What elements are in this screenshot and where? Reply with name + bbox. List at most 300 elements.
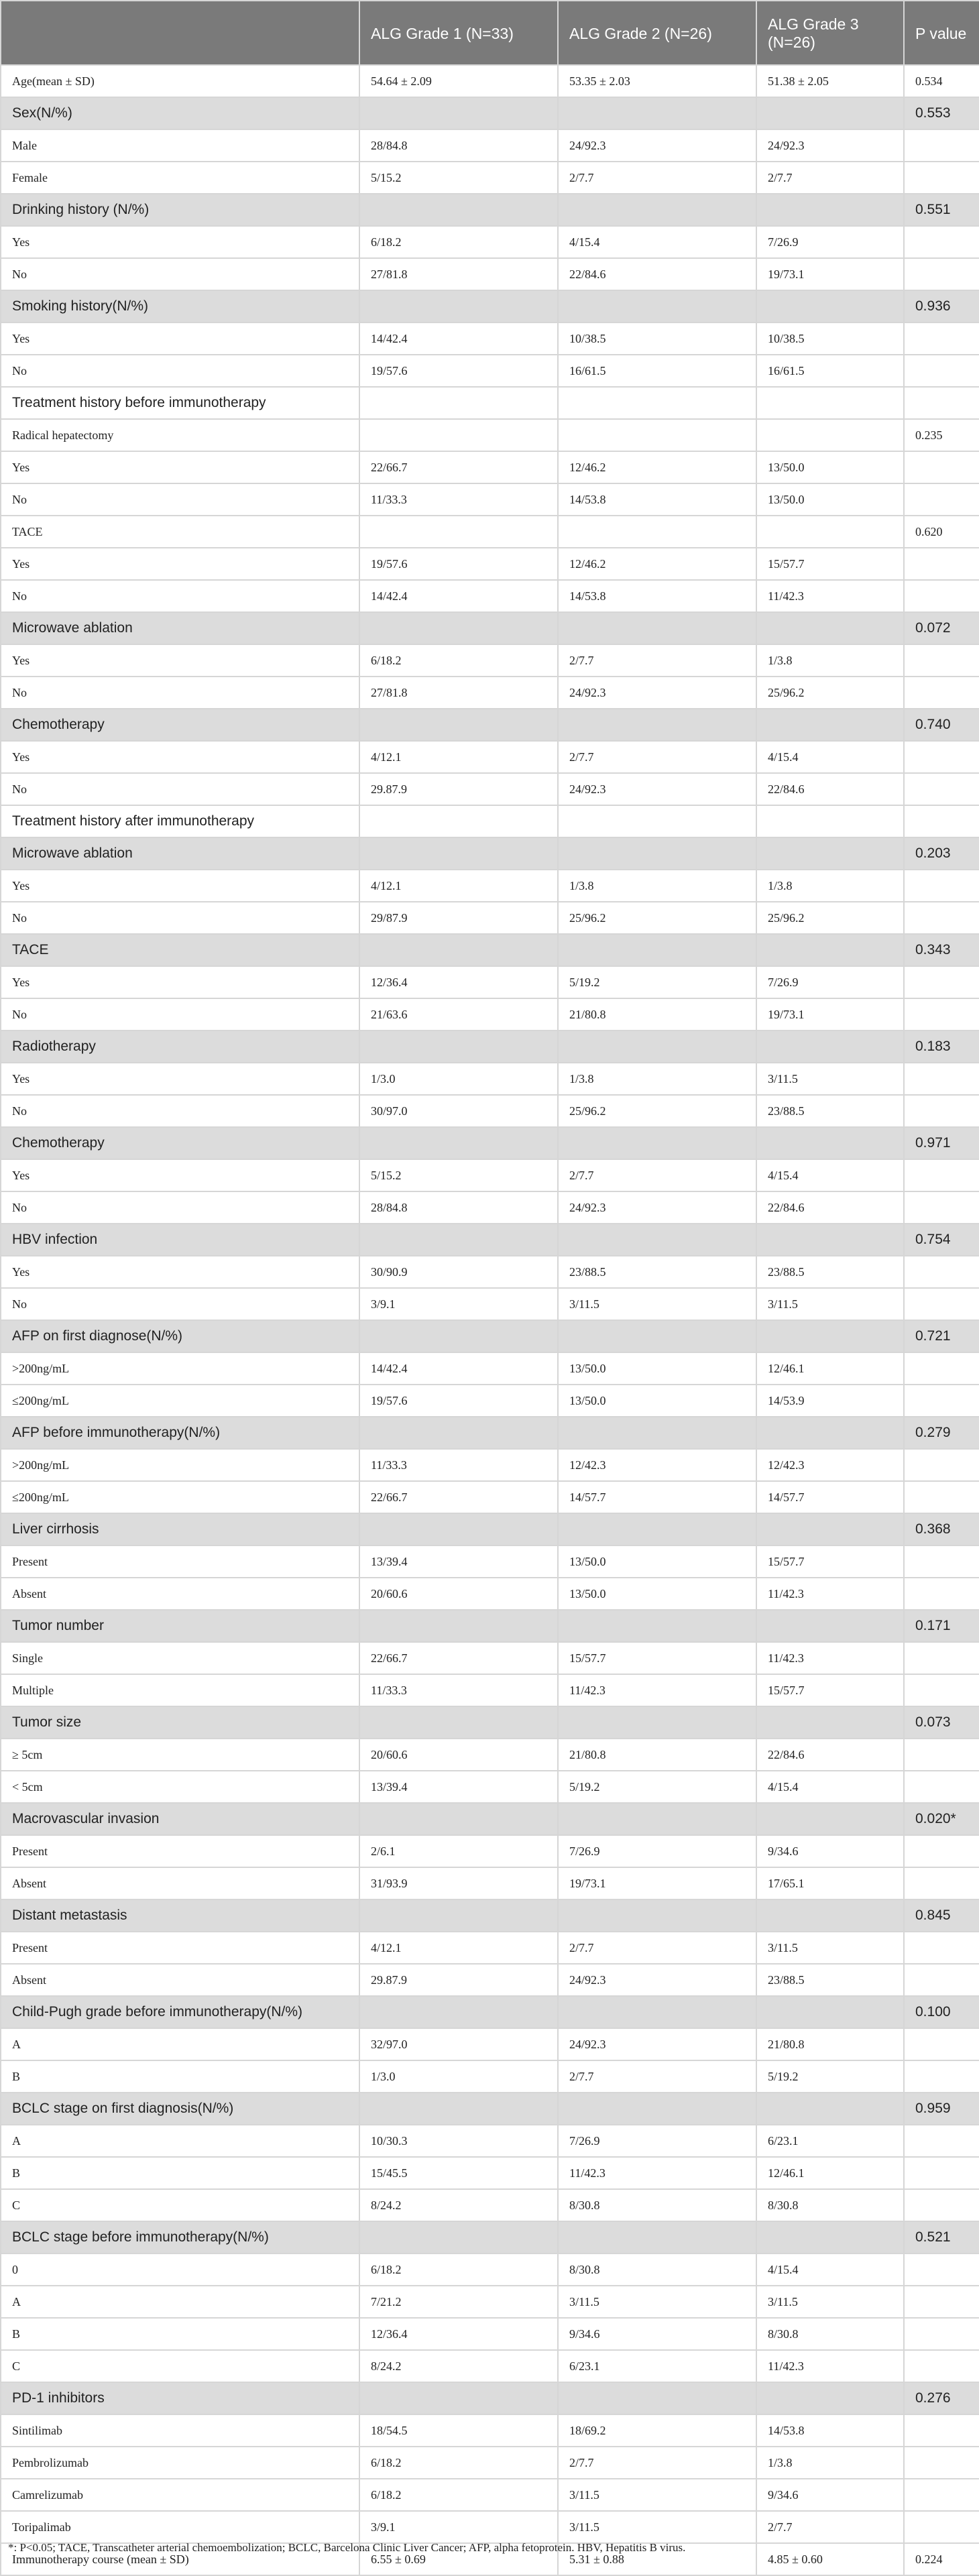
row-label-cell: Yes [1, 741, 359, 773]
table-section-row [1, 1031, 979, 1063]
grade1-cell: 11/33.3 [359, 1674, 558, 1706]
grade1-cell [359, 805, 558, 837]
pvalue-cell [904, 483, 979, 516]
table-row [1, 355, 979, 387]
grade3-cell: 4.85 ± 0.60 [756, 2543, 904, 2575]
row-label-cell: Distant metastasis [1, 1899, 359, 1932]
grade2-cell: 14/53.8 [558, 483, 756, 516]
pvalue-cell [904, 1835, 979, 1867]
grade3-cell: 4/15.4 [756, 741, 904, 773]
grade3-cell [756, 1513, 904, 1545]
header-cell-grade1: ALG Grade 1 (N=33) [359, 1, 558, 65]
pvalue-cell [904, 162, 979, 194]
pvalue-cell [904, 2189, 979, 2221]
row-label-cell: No [1, 483, 359, 516]
grade1-cell: 1/3.0 [359, 1063, 558, 1095]
table-section-row [1, 2221, 979, 2253]
row-label-cell: Chemotherapy [1, 1127, 359, 1159]
row-label-cell: Radiotherapy [1, 1031, 359, 1063]
row-label-cell: A [1, 2028, 359, 2060]
table-row [1, 2125, 979, 2157]
row-label-cell: Microwave ablation [1, 837, 359, 870]
grade2-cell [558, 419, 756, 451]
grade1-cell: 6.55 ± 0.69 [359, 2543, 558, 2575]
row-label-cell: Immunotherapy course (mean ± SD) [1, 2543, 359, 2575]
grade2-cell: 1/3.8 [558, 1063, 756, 1095]
grade2-cell: 9/34.6 [558, 2318, 756, 2350]
table-row [1, 2157, 979, 2189]
grade2-cell [558, 387, 756, 419]
pvalue-cell [904, 1481, 979, 1513]
grade2-cell [558, 2093, 756, 2125]
grade2-cell: 24/92.3 [558, 2028, 756, 2060]
row-label-cell: Macrovascular invasion [1, 1803, 359, 1835]
grade3-cell: 1/3.8 [756, 870, 904, 902]
grade2-cell: 14/53.8 [558, 580, 756, 612]
pvalue-cell [904, 1545, 979, 1578]
table-section-row [1, 1417, 979, 1449]
pvalue-cell: 0.072 [904, 612, 979, 644]
pvalue-cell [904, 2414, 979, 2447]
grade3-cell: 3/11.5 [756, 1932, 904, 1964]
grade1-cell [359, 1610, 558, 1642]
row-label-cell: No [1, 355, 359, 387]
table-row [1, 998, 979, 1031]
row-label-cell: AFP on first diagnose(N/%) [1, 1320, 359, 1352]
grade2-cell: 21/80.8 [558, 998, 756, 1031]
row-label-cell: TACE [1, 934, 359, 966]
pvalue-cell [904, 2318, 979, 2350]
grade1-cell: 19/57.6 [359, 548, 558, 580]
pvalue-cell [904, 677, 979, 709]
table-row [1, 1932, 979, 1964]
grade2-cell: 24/92.3 [558, 1191, 756, 1224]
pvalue-cell: 0.343 [904, 934, 979, 966]
table-group-header-row [1, 805, 979, 837]
grade3-cell: 2/7.7 [756, 2511, 904, 2543]
table-row [1, 870, 979, 902]
table-section-row [1, 1224, 979, 1256]
grade2-cell: 24/92.3 [558, 773, 756, 805]
grade2-cell: 7/26.9 [558, 2125, 756, 2157]
grade2-cell [558, 934, 756, 966]
table-row [1, 162, 979, 194]
pvalue-cell [904, 451, 979, 483]
grade3-cell: 19/73.1 [756, 258, 904, 290]
pvalue-cell: 0.276 [904, 2382, 979, 2414]
pvalue-cell [904, 966, 979, 998]
table-row [1, 2350, 979, 2382]
table-row [1, 1964, 979, 1996]
grade3-cell [756, 1610, 904, 1642]
grade1-cell [359, 1320, 558, 1352]
table-row [1, 773, 979, 805]
table-row [1, 1256, 979, 1288]
grade1-cell: 30/90.9 [359, 1256, 558, 1288]
grade2-cell: 22/84.6 [558, 258, 756, 290]
pvalue-cell: 0.620 [904, 516, 979, 548]
row-label-cell: Single [1, 1642, 359, 1674]
grade3-cell: 11/42.3 [756, 1578, 904, 1610]
table-section-row [1, 2382, 979, 2414]
grade3-cell [756, 194, 904, 226]
table-row [1, 1063, 979, 1095]
table-section-row [1, 1803, 979, 1835]
pvalue-cell: 0.553 [904, 97, 979, 129]
row-label-cell: Chemotherapy [1, 709, 359, 741]
grade3-cell: 15/57.7 [756, 1545, 904, 1578]
grade1-cell: 19/57.6 [359, 1385, 558, 1417]
grade2-cell: 24/92.3 [558, 1964, 756, 1996]
grade2-cell: 3/11.5 [558, 1288, 756, 1320]
grade1-cell: 12/36.4 [359, 966, 558, 998]
table-row [1, 2253, 979, 2286]
grade2-cell: 2/7.7 [558, 644, 756, 677]
grade3-cell: 3/11.5 [756, 1063, 904, 1095]
grade1-cell: 19/57.6 [359, 355, 558, 387]
grade3-cell [756, 97, 904, 129]
grade2-cell: 24/92.3 [558, 129, 756, 162]
grade1-cell: 7/21.2 [359, 2286, 558, 2318]
grade2-cell: 2/7.7 [558, 1159, 756, 1191]
row-label-cell: HBV infection [1, 1224, 359, 1256]
grade1-cell: 20/60.6 [359, 1739, 558, 1771]
table-header [1, 1, 979, 65]
table-row [1, 1771, 979, 1803]
grade1-cell: 14/42.4 [359, 1352, 558, 1385]
grade2-cell [558, 612, 756, 644]
row-label-cell: B [1, 2157, 359, 2189]
grade1-cell: 3/9.1 [359, 1288, 558, 1320]
grade3-cell: 15/57.7 [756, 1674, 904, 1706]
pvalue-cell [904, 2060, 979, 2093]
table-section-row [1, 1610, 979, 1642]
grade3-cell [756, 805, 904, 837]
pvalue-cell: 0.845 [904, 1899, 979, 1932]
table-section-row [1, 1513, 979, 1545]
row-label-cell: Pembrolizumab [1, 2447, 359, 2479]
grade1-cell [359, 1031, 558, 1063]
header-cell-grade2: ALG Grade 2 (N=26) [558, 1, 756, 65]
grade2-cell: 13/50.0 [558, 1545, 756, 1578]
grade3-cell: 11/42.3 [756, 2350, 904, 2382]
grade1-cell [359, 1996, 558, 2028]
grade1-cell: 6/18.2 [359, 2447, 558, 2479]
pvalue-cell [904, 258, 979, 290]
grade1-cell [359, 2093, 558, 2125]
grade3-cell [756, 934, 904, 966]
grade1-cell: 29/87.9 [359, 902, 558, 934]
table-row [1, 1159, 979, 1191]
table-row [1, 1385, 979, 1417]
table-row [1, 1578, 979, 1610]
grade2-cell: 11/42.3 [558, 2157, 756, 2189]
row-label-cell: No [1, 580, 359, 612]
table-row [1, 1191, 979, 1224]
grade2-cell [558, 2221, 756, 2253]
grade2-cell [558, 516, 756, 548]
grade1-cell: 27/81.8 [359, 258, 558, 290]
table-row [1, 323, 979, 355]
row-label-cell: PD-1 inhibitors [1, 2382, 359, 2414]
grade3-cell: 17/65.1 [756, 1867, 904, 1899]
grade3-cell: 24/92.3 [756, 129, 904, 162]
pvalue-cell [904, 548, 979, 580]
table-row [1, 451, 979, 483]
row-label-cell: Sintilimab [1, 2414, 359, 2447]
row-label-cell: Microwave ablation [1, 612, 359, 644]
table-section-row [1, 97, 979, 129]
pvalue-cell: 0.534 [904, 65, 979, 97]
grade3-cell: 21/80.8 [756, 2028, 904, 2060]
pvalue-cell: 0.936 [904, 290, 979, 323]
grade1-cell: 28/84.8 [359, 129, 558, 162]
grade1-cell: 4/12.1 [359, 870, 558, 902]
grade3-cell: 14/53.9 [756, 1385, 904, 1417]
pvalue-cell [904, 2479, 979, 2511]
grade2-cell [558, 1031, 756, 1063]
table-section-row [1, 1706, 979, 1739]
pvalue-cell [904, 323, 979, 355]
row-label-cell: < 5cm [1, 1771, 359, 1803]
row-label-cell: Toripalimab [1, 2511, 359, 2543]
grade2-cell: 3/11.5 [558, 2511, 756, 2543]
grade3-cell: 9/34.6 [756, 1835, 904, 1867]
grade3-cell: 51.38 ± 2.05 [756, 65, 904, 97]
table-row [1, 1449, 979, 1481]
grade2-cell [558, 1996, 756, 2028]
grade2-cell: 2/7.7 [558, 2447, 756, 2479]
pvalue-cell [904, 2350, 979, 2382]
grade3-cell: 14/53.8 [756, 2414, 904, 2447]
row-label-cell: Smoking history(N/%) [1, 290, 359, 323]
table-row [1, 580, 979, 612]
grade3-cell [756, 1127, 904, 1159]
table-row [1, 2447, 979, 2479]
grade1-cell: 11/33.3 [359, 1449, 558, 1481]
grade3-cell: 22/84.6 [756, 1191, 904, 1224]
grade1-cell: 28/84.8 [359, 1191, 558, 1224]
grade3-cell: 23/88.5 [756, 1964, 904, 1996]
table-row [1, 966, 979, 998]
pvalue-cell [904, 2253, 979, 2286]
grade1-cell: 20/60.6 [359, 1578, 558, 1610]
table-row [1, 1867, 979, 1899]
grade2-cell [558, 97, 756, 129]
table-row [1, 2028, 979, 2060]
pvalue-cell [904, 1288, 979, 1320]
grade1-cell: 10/30.3 [359, 2125, 558, 2157]
grade3-cell: 13/50.0 [756, 451, 904, 483]
table-row [1, 2189, 979, 2221]
grade3-cell: 25/96.2 [756, 677, 904, 709]
grade3-cell [756, 2382, 904, 2414]
row-label-cell: Treatment history after immunotherapy [1, 805, 359, 837]
grade1-cell [359, 194, 558, 226]
pvalue-cell [904, 1642, 979, 1674]
grade2-cell: 3/11.5 [558, 2286, 756, 2318]
grade2-cell: 7/26.9 [558, 1835, 756, 1867]
grade1-cell: 27/81.8 [359, 677, 558, 709]
pvalue-cell: 0.203 [904, 837, 979, 870]
pvalue-cell [904, 355, 979, 387]
grade2-cell: 12/46.2 [558, 548, 756, 580]
grade3-cell: 15/57.7 [756, 548, 904, 580]
grade2-cell: 5.31 ± 0.88 [558, 2543, 756, 2575]
grade2-cell [558, 194, 756, 226]
grade1-cell [359, 1513, 558, 1545]
grade2-cell: 1/3.8 [558, 870, 756, 902]
grade2-cell: 11/42.3 [558, 1674, 756, 1706]
grade3-cell [756, 1224, 904, 1256]
row-label-cell: No [1, 258, 359, 290]
grade2-cell [558, 709, 756, 741]
grade3-cell: 14/57.7 [756, 1481, 904, 1513]
grade3-cell: 23/88.5 [756, 1256, 904, 1288]
grade3-cell: 3/11.5 [756, 1288, 904, 1320]
grade1-cell: 13/39.4 [359, 1545, 558, 1578]
grade2-cell [558, 1803, 756, 1835]
grade3-cell: 12/46.1 [756, 2157, 904, 2189]
row-label-cell: Yes [1, 451, 359, 483]
grade2-cell: 13/50.0 [558, 1352, 756, 1385]
grade1-cell: 6/18.2 [359, 2479, 558, 2511]
pvalue-cell [904, 1771, 979, 1803]
grade3-cell: 10/38.5 [756, 323, 904, 355]
table-section-row [1, 709, 979, 741]
grade2-cell: 5/19.2 [558, 966, 756, 998]
grade3-cell [756, 1031, 904, 1063]
table-section-row [1, 290, 979, 323]
table-section-row [1, 1127, 979, 1159]
row-label-cell: Male [1, 129, 359, 162]
grade1-cell: 12/36.4 [359, 2318, 558, 2350]
grade2-cell: 18/69.2 [558, 2414, 756, 2447]
grade1-cell: 29.87.9 [359, 1964, 558, 1996]
table-row [1, 129, 979, 162]
pvalue-cell [904, 1932, 979, 1964]
row-label-cell: No [1, 1191, 359, 1224]
grade2-cell: 19/73.1 [558, 1867, 756, 1899]
grade1-cell: 22/66.7 [359, 451, 558, 483]
grade2-cell: 5/19.2 [558, 1771, 756, 1803]
pvalue-cell [904, 805, 979, 837]
table-row [1, 419, 979, 451]
grade3-cell: 4/15.4 [756, 1159, 904, 1191]
table-row [1, 1352, 979, 1385]
grade3-cell: 23/88.5 [756, 1095, 904, 1127]
row-label-cell: Present [1, 1545, 359, 1578]
grade1-cell: 30/97.0 [359, 1095, 558, 1127]
table-row [1, 2318, 979, 2350]
pvalue-cell [904, 387, 979, 419]
grade2-cell: 2/7.7 [558, 162, 756, 194]
grade2-cell: 12/46.2 [558, 451, 756, 483]
row-label-cell: Absent [1, 1964, 359, 1996]
grade1-cell: 6/18.2 [359, 644, 558, 677]
table-row [1, 1545, 979, 1578]
grade3-cell: 12/46.1 [756, 1352, 904, 1385]
grade1-cell: 8/24.2 [359, 2350, 558, 2382]
grade3-cell: 25/96.2 [756, 902, 904, 934]
grade2-cell: 24/92.3 [558, 677, 756, 709]
table-row [1, 2060, 979, 2093]
table-body [1, 65, 979, 2575]
pvalue-cell [904, 1674, 979, 1706]
grade1-cell: 2/6.1 [359, 1835, 558, 1867]
grade2-cell: 13/50.0 [558, 1578, 756, 1610]
pvalue-cell: 0.171 [904, 1610, 979, 1642]
pvalue-cell [904, 580, 979, 612]
grade1-cell: 14/42.4 [359, 323, 558, 355]
grade1-cell: 21/63.6 [359, 998, 558, 1031]
table-row [1, 2511, 979, 2543]
grade3-cell [756, 387, 904, 419]
pvalue-cell: 0.971 [904, 1127, 979, 1159]
row-label-cell: Absent [1, 1867, 359, 1899]
pvalue-cell: 0.754 [904, 1224, 979, 1256]
row-label-cell: Multiple [1, 1674, 359, 1706]
row-label-cell: 0 [1, 2253, 359, 2286]
table-row [1, 741, 979, 773]
table-section-row [1, 1320, 979, 1352]
grade1-cell [359, 419, 558, 451]
pvalue-cell [904, 2511, 979, 2543]
grade1-cell [359, 2382, 558, 2414]
row-label-cell: Yes [1, 323, 359, 355]
grade2-cell [558, 1706, 756, 1739]
grade2-cell [558, 837, 756, 870]
pvalue-cell [904, 129, 979, 162]
grade1-cell [359, 2221, 558, 2253]
grade1-cell: 18/54.5 [359, 2414, 558, 2447]
grade2-cell: 14/57.7 [558, 1481, 756, 1513]
grade1-cell [359, 516, 558, 548]
grade3-cell: 11/42.3 [756, 1642, 904, 1674]
grade3-cell: 22/84.6 [756, 1739, 904, 1771]
row-label-cell: Present [1, 1835, 359, 1867]
grade3-cell: 19/73.1 [756, 998, 904, 1031]
grade1-cell [359, 1803, 558, 1835]
row-label-cell: Yes [1, 966, 359, 998]
grade2-cell [558, 2382, 756, 2414]
pvalue-cell: 0.235 [904, 419, 979, 451]
pvalue-cell [904, 1385, 979, 1417]
pvalue-cell [904, 1159, 979, 1191]
grade3-cell: 12/42.3 [756, 1449, 904, 1481]
pvalue-cell: 0.100 [904, 1996, 979, 2028]
grade2-cell: 6/23.1 [558, 2350, 756, 2382]
grade2-cell: 2/7.7 [558, 1932, 756, 1964]
grade3-cell [756, 516, 904, 548]
row-label-cell: BCLC stage on first diagnosis(N/%) [1, 2093, 359, 2125]
pvalue-cell: 0.740 [904, 709, 979, 741]
pvalue-cell: 0.959 [904, 2093, 979, 2125]
grade2-cell: 12/42.3 [558, 1449, 756, 1481]
table-row [1, 2414, 979, 2447]
grade2-cell: 4/15.4 [558, 226, 756, 258]
row-label-cell: No [1, 1095, 359, 1127]
table-row [1, 1674, 979, 1706]
row-label-cell: Yes [1, 1256, 359, 1288]
grade1-cell: 29.87.9 [359, 773, 558, 805]
pvalue-cell [904, 870, 979, 902]
grade1-cell: 6/18.2 [359, 226, 558, 258]
row-label-cell: >200ng/mL [1, 1449, 359, 1481]
grade1-cell [359, 709, 558, 741]
grade3-cell: 16/61.5 [756, 355, 904, 387]
grade2-cell [558, 290, 756, 323]
